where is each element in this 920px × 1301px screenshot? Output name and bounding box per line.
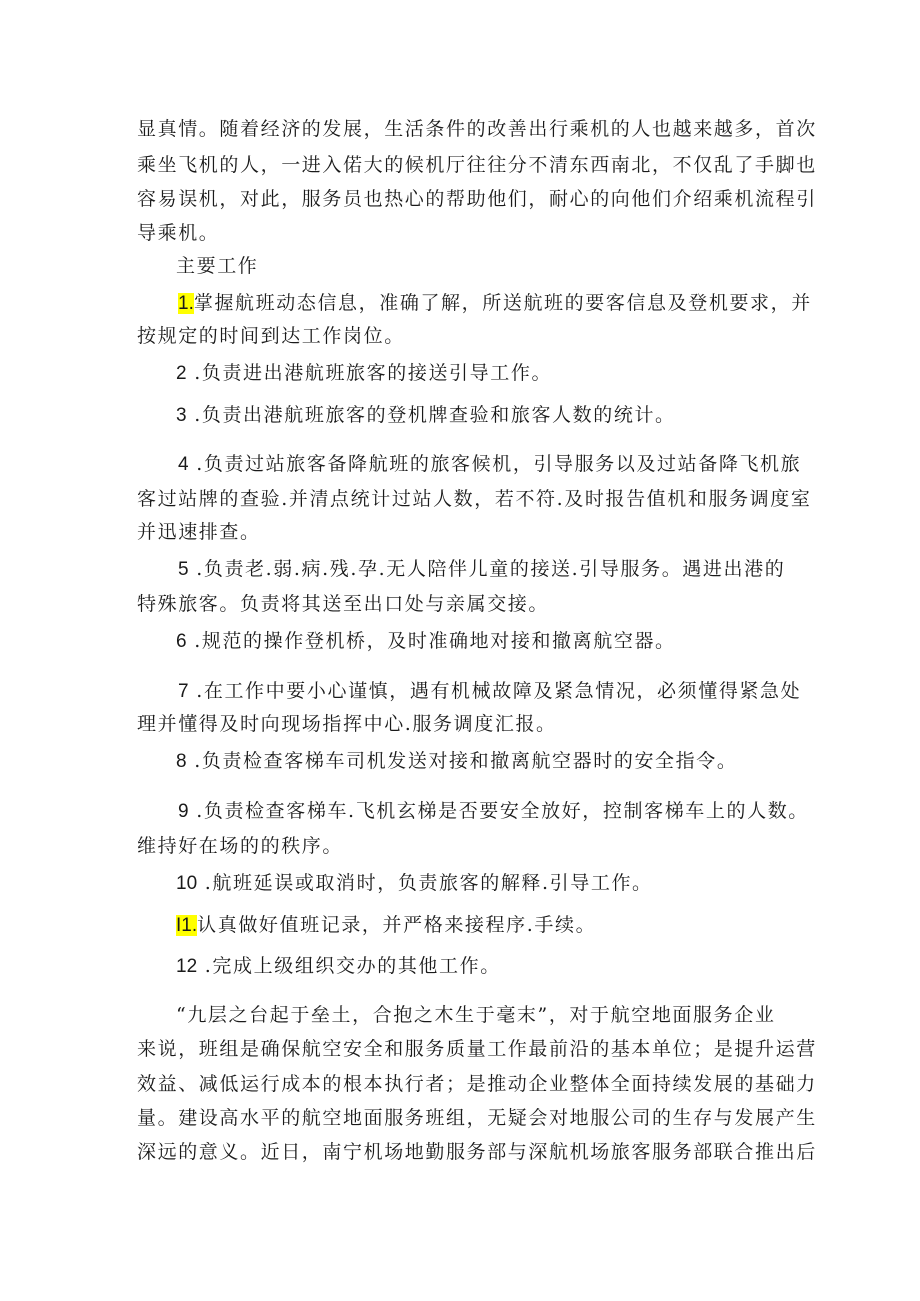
item-text: 掌握航班动态信息，准确了解，所送航班的要客信息及登机要求，并 [193, 292, 812, 314]
list-item-11 [176, 911, 596, 940]
item-number: 4 [178, 454, 189, 475]
intro-line-4: 导乘机。 [137, 222, 220, 244]
intro-line-3: 容易误机，对此，服务员也热心的帮助他们，耐心的向他们介绍乘机流程引 [137, 188, 817, 210]
list-item-5 [178, 555, 785, 584]
item-text: .负责过站旅客备降航班的旅客候机，引导服务以及过站备降飞机旅 [188, 453, 802, 475]
closing-line-5: 深远的意义。近日，南宁机场地勤服务部与深航机场旅客服务部联合推出后 [137, 1141, 817, 1163]
item-number: 12 [176, 956, 198, 977]
item-text: .负责进出港航班旅客的接送引导工作。 [186, 362, 553, 384]
item-text: .负责出港航班旅客的登机牌查验和旅客人数的统计。 [186, 404, 676, 426]
list-item-10 [176, 869, 653, 898]
item-text: .完成上级组织交办的其他工作。 [197, 955, 501, 977]
section-heading: 主要工作 [176, 255, 259, 277]
item-number: 6 [176, 631, 187, 652]
list-item-1 [178, 289, 812, 318]
item-text: 认真做好值班记录，并严格来接程序.手续。 [197, 914, 597, 936]
item-number: 5 [178, 559, 189, 580]
intro-line-2: 乘坐飞机的人，一进入偌大的候机厅往往分不清东西南北，不仅乱了手脚也 [137, 154, 817, 176]
intro-line-1: 显真情。随着经济的发展，生活条件的改善出行乘机的人也越来越多，首次 [137, 118, 817, 140]
item-number-highlighted: I1. [176, 915, 198, 936]
item-text: .规范的操作登机桥，及时准确地对接和撤离航空器。 [186, 630, 676, 652]
list-item-4-cont-1: 客过站牌的查验.并清点统计过站人数，若不符.及时报告值机和服务调度室 [137, 488, 812, 510]
item-number: 9 [178, 801, 189, 822]
list-item-4 [178, 450, 801, 479]
list-item-12 [176, 952, 501, 981]
list-item-9 [178, 797, 809, 826]
item-text: .负责检查客梯车.飞机玄梯是否要安全放好，控制客梯车上的人数。 [188, 800, 809, 822]
list-item-8 [176, 747, 737, 776]
list-item-9-cont: 维持好在场的的秩序。 [137, 835, 344, 857]
item-text: .负责检查客梯车司机发送对接和撤离航空器时的安全指令。 [186, 750, 738, 772]
item-number: 7 [178, 681, 189, 702]
item-text: .在工作中要小心谨慎，遇有机械故障及紧急情况，必须懂得紧急处 [188, 680, 802, 702]
closing-line-2: 来说，班组是确保航空安全和服务质量工作最前沿的基本单位；是提升运营 [137, 1038, 817, 1060]
item-number: 8 [176, 751, 187, 772]
list-item-2 [176, 359, 552, 388]
list-item-5-cont: 特殊旅客。负责将其送至出口处与亲属交接。 [137, 593, 550, 615]
closing-line-4: 量。建设高水平的航空地面服务班组，无疑会对地服公司的生存与发展产生 [137, 1107, 817, 1129]
list-item-7-cont: 理并懂得及时向现场指挥中心.服务调度汇报。 [137, 713, 557, 735]
item-number-highlighted: 1. [178, 293, 194, 314]
closing-line-3: 效益、减低运行成本的根本执行者；是推动企业整体全面持续发展的基础力 [137, 1073, 817, 1095]
item-number: 10 [176, 873, 198, 894]
list-item-3 [176, 401, 676, 430]
list-item-7 [178, 677, 801, 706]
item-text: .负责老.弱.病.残.孕.无人陪伴儿童的接送.引导服务。遇进出港的 [188, 558, 786, 580]
item-number: 3 [176, 405, 187, 426]
list-item-1-cont: 按规定的时间到达工作岗位。 [137, 325, 405, 347]
list-item-4-cont-2: 并迅速排查。 [137, 521, 261, 543]
list-item-6 [176, 627, 676, 656]
item-text: .航班延误或取消时，负责旅客的解释.引导工作。 [197, 872, 653, 894]
closing-line-1: “九层之台起于垒土，合抱之木生于毫末”，对于航空地面服务企业 [176, 1004, 776, 1026]
item-number: 2 [176, 363, 187, 384]
